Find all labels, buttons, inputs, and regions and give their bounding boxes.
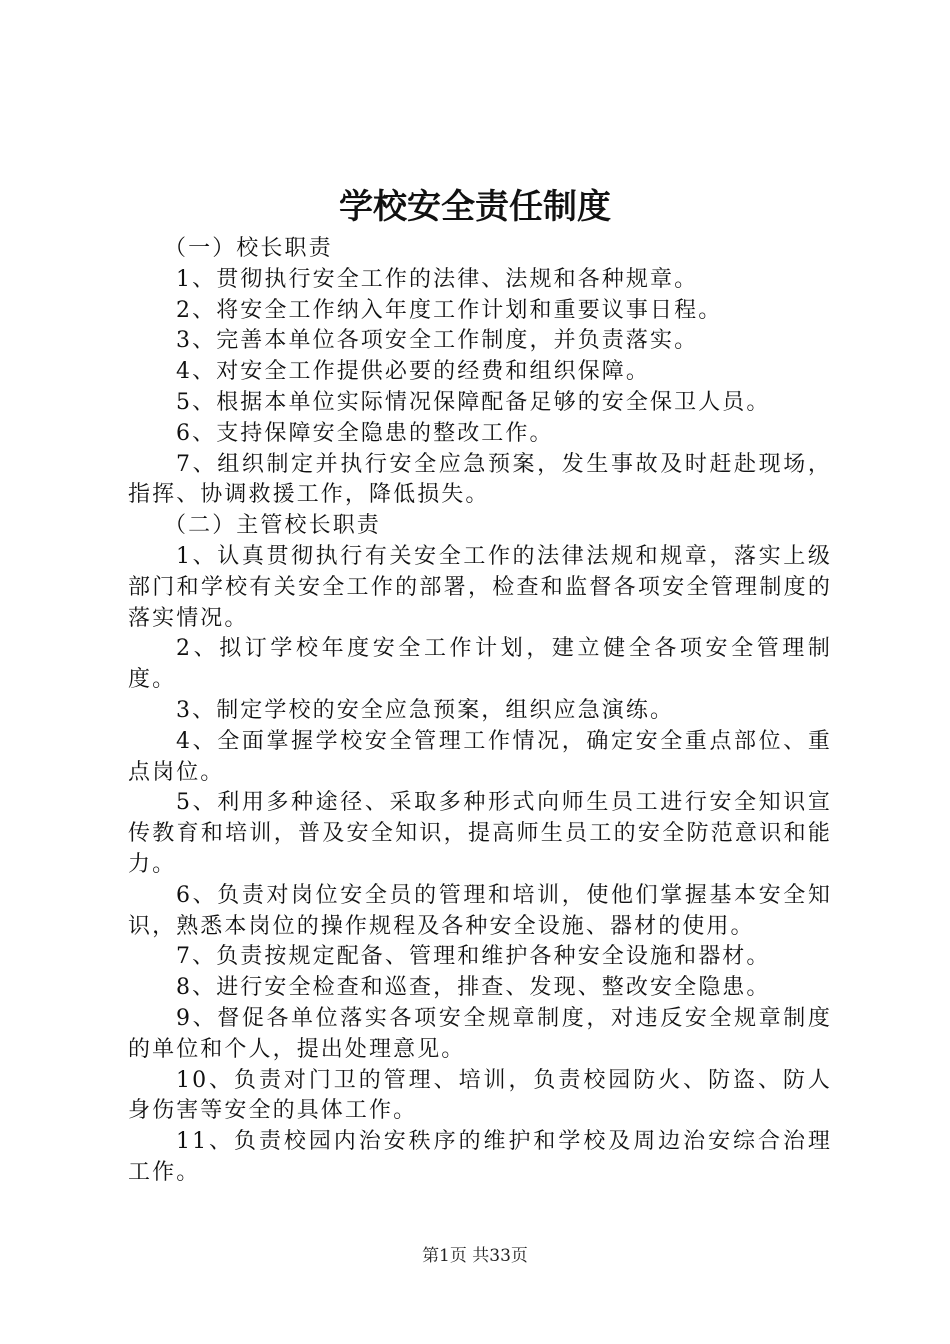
section-heading-vice-principal: （二）主管校长职责 xyxy=(164,513,381,539)
paragraph: 5、利用多种途径、采取多种形式向师生员工进行安全知识宣传教育和培训，普及安全知识，提高师生员工的安全防范意识和能力。 xyxy=(128,790,832,877)
document-title: 学校安全责任制度 xyxy=(339,187,611,227)
paragraph: 4、全面掌握学校安全管理工作情况，确定安全重点部位、重点岗位。 xyxy=(128,728,832,785)
paragraph: 11、负责校园内治安秩序的维护和学校及周边治安综合治理工作。 xyxy=(128,1129,832,1185)
paragraph: 1、认真贯彻执行有关安全工作的法律法规和规章，落实上级部门和学校有关安全工作的部署，检查和监督各项安全管理制度的落实情况。 xyxy=(128,543,832,631)
paragraph: 10、负责对门卫的管理、培训，负责校园防火、防盗、防人身伤害等安全的具体工作。 xyxy=(128,1067,832,1124)
paragraph: 8、进行安全检查和巡查，排查、发现、整改安全隐患。 xyxy=(176,975,771,1001)
paragraph: 5、根据本单位实际情况保障配备足够的安全保卫人员。 xyxy=(176,389,771,415)
paragraph: 6、负责对岗位安全员的管理和培训，使他们掌握基本安全知识，熟悉本岗位的操作规程及各种安全设施、器材的使用。 xyxy=(128,882,832,939)
paragraph: 7、负责按规定配备、管理和维护各种安全设施和器材。 xyxy=(176,944,771,970)
paragraph: 7、组织制定并执行安全应急预案，发生事故及时赶赴现场，指挥、协调救援工作，降低损失。 xyxy=(128,451,832,508)
paragraph: 4、对安全工作提供必要的经费和组织保障。 xyxy=(176,359,650,385)
section-heading-principal: （一）校长职责 xyxy=(164,236,333,261)
paragraph: 3、制定学校的安全应急预案，组织应急演练。 xyxy=(176,697,675,723)
paragraph: 2、拟订学校年度安全工作计划，建立健全各项安全管理制度。 xyxy=(128,636,832,693)
paragraph: 1、贯彻执行安全工作的法律、法规和各种规章。 xyxy=(176,266,699,292)
document-body xyxy=(128,234,832,1189)
page-number-footer: 第1页 共33页 xyxy=(422,1246,528,1266)
paragraph: 6、支持保障安全隐患的整改工作。 xyxy=(176,420,554,446)
paragraph: 2、将安全工作纳入年度工作计划和重要议事日程。 xyxy=(176,297,723,323)
paragraph: 3、完善本单位各项安全工作制度，并负责落实。 xyxy=(176,328,699,354)
paragraph: 9、督促各单位落实各项安全规章制度，对违反安全规章制度的单位和个人，提出处理意见。 xyxy=(128,1005,832,1062)
